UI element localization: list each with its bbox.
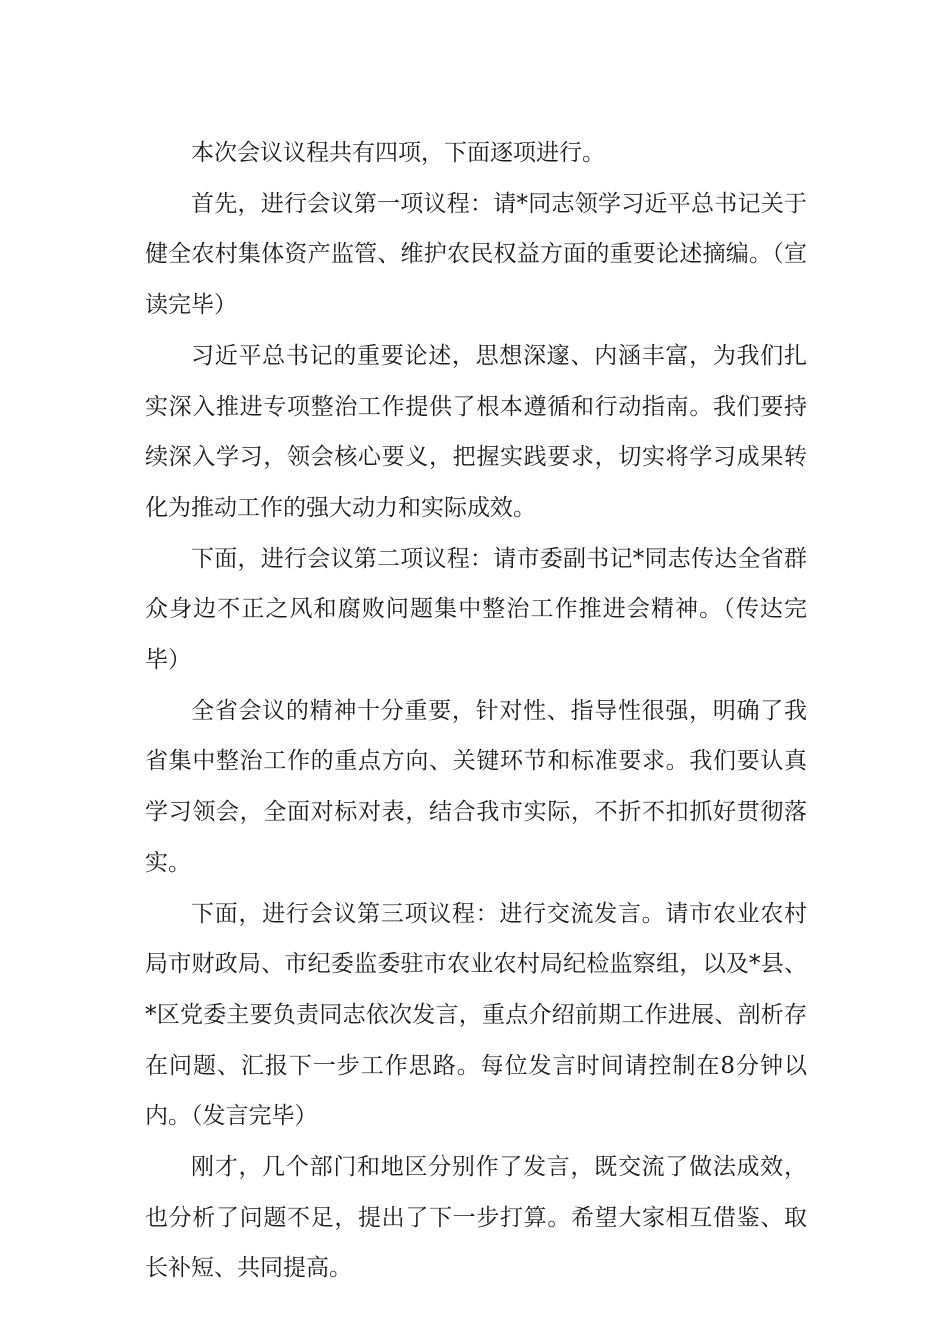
paragraph-item-3-comment: 刚才，几个部门和地区分别作了发言，既交流了做法成效，也分析了问题不足，提出了下一步打算。希望大家相互借鉴、取长补短、共同提高。 [145, 1154, 807, 1282]
paragraph-item-2-comment: 全省会议的精神十分重要，针对性、指导性很强，明确了我省集中整治工作的重点方向、关键环节和标准要求。我们要认真学习领会，全面对标对表，结合我市实际，不折不扣抓好贯彻落实。 [145, 697, 807, 876]
paragraph-item-1-comment: 习近平总书记的重要论述，思想深邃、内涵丰富，为我们扎实深入推进专项整治工作提供了根本遵循和行动指南。我们要持续深入学习，领会核心要义，把握实践要求，切实将学习成果转化为推动工作的强大动力和实际成效。 [145, 342, 807, 521]
paragraph-agenda-item-2: 下面，进行会议第二项议程：请市委副书记*同志传达全省群众身边不正之风和腐败问题集中整治工作推进会精神。（传达完毕） [145, 545, 807, 674]
paragraph-agenda-intro: 本次会议议程共有四项，下面逐项进行。 [191, 140, 605, 166]
paragraph-agenda-item-3: 下面，进行会议第三项议程：进行交流发言。请市农业农村局市财政局、市纪委监委驻市农业农村局纪检监察组，以及*县、*区党委主要负责同志依次发言，重点介绍前期工作进展、剖析存在问题、汇报下一步工作思路。每位发言时间请控制在8分钟以内。（发言完毕） [145, 900, 807, 1130]
document-body [145, 128, 807, 1294]
paragraph-agenda-item-1: 首先，进行会议第一项议程：请*同志领学习近平总书记关于健全农村集体资产监管、维护农民权益方面的重要论述摘编。（宣读完毕） [145, 190, 807, 319]
